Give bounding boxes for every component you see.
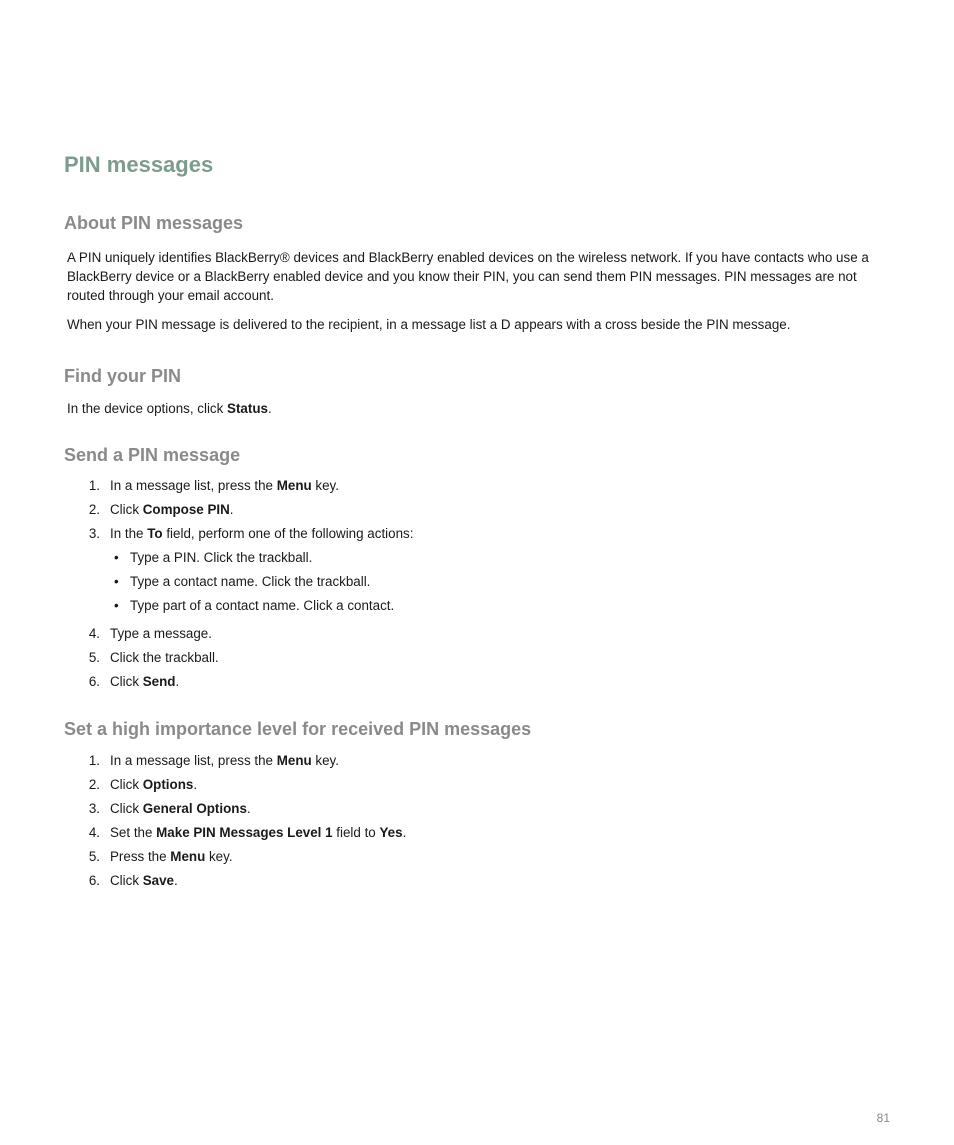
step-text: [110, 869, 178, 893]
find-pin-text: In the device options, click: [67, 401, 228, 416]
find-pin-status-label: Status: [227, 401, 268, 416]
step-post: key.: [205, 849, 233, 864]
step-text: [110, 522, 413, 546]
step-bold: Make PIN Messages Level 1: [156, 825, 333, 840]
step-text: [110, 821, 406, 845]
bullet-icon: •: [114, 550, 119, 565]
step-text: [110, 670, 179, 694]
find-pin-paragraph: [67, 399, 897, 418]
step-bold-2: Yes: [379, 825, 403, 840]
step-pre: In a message list, press the: [110, 753, 277, 768]
step-text: [110, 773, 197, 797]
step-bold: General Options: [142, 801, 247, 816]
step-text: [110, 622, 212, 646]
step-text: [110, 498, 234, 522]
step-number: 3.: [88, 526, 100, 541]
step-pre: Click: [110, 777, 143, 792]
bullet-text: Type part of a contact name. Click a contact.: [130, 598, 395, 613]
step-post: .: [174, 873, 178, 888]
step-text: [110, 474, 339, 498]
step-pre: Click: [110, 674, 143, 689]
step-number: 5.: [88, 849, 100, 864]
step-text: [110, 797, 251, 821]
step-bold: Menu: [276, 753, 312, 768]
step-bold: Options: [142, 777, 194, 792]
step-pre: Click: [110, 801, 143, 816]
step-pre: Click: [110, 873, 143, 888]
step-number: 2.: [88, 777, 100, 792]
bullet-text: Type a contact name. Click the trackball.: [130, 574, 371, 589]
step-pre: Press the: [110, 849, 171, 864]
step-number: 1.: [88, 478, 100, 493]
section-heading-about: About PIN messages: [64, 213, 244, 233]
page-number: 81: [876, 1111, 890, 1125]
step-bold: Menu: [276, 478, 312, 493]
step-number: 4.: [88, 825, 100, 840]
step-text: [110, 749, 339, 773]
step-post: key.: [311, 753, 339, 768]
step-bold: Send: [142, 674, 176, 689]
step-bold: Save: [142, 873, 175, 888]
step-number: 4.: [88, 626, 100, 641]
step-number: 6.: [88, 674, 100, 689]
section-heading-importance: Set a high importance level for received PIN messages: [64, 719, 532, 739]
step-bold: Compose PIN: [142, 502, 230, 517]
step-number: 1.: [88, 753, 100, 768]
section-heading-find-pin: Find your PIN: [64, 366, 181, 386]
step-post: field, perform one of the following actions:: [162, 526, 414, 541]
step-text: [110, 646, 219, 670]
find-pin-period: .: [267, 401, 272, 416]
about-paragraph-1: A PIN uniquely identifies BlackBerry® devices and BlackBerry enabled devices on the wireless network. If you have contacts who use a BlackBerry device or a BlackBerry enabled device and you know their PIN, you can send them PIN messages. PIN messages are not routed through your email account.: [67, 250, 869, 303]
step-bold: To: [147, 526, 163, 541]
step-bold: Menu: [170, 849, 206, 864]
step-pre: Click the trackball.: [110, 650, 219, 665]
step-post: .: [175, 674, 180, 689]
step-pre: Click: [110, 502, 143, 517]
step-number: 5.: [88, 650, 100, 665]
step-post: .: [402, 825, 407, 840]
step-post: .: [246, 801, 251, 816]
step-mid: field to: [332, 825, 380, 840]
step-post: .: [193, 777, 198, 792]
step-number: 6.: [88, 873, 100, 888]
step-pre: Type a message.: [110, 626, 212, 641]
section-heading-send-pin: Send a PIN message: [64, 445, 241, 465]
step-pre: Set the: [110, 825, 157, 840]
about-paragraph-2: When your PIN message is delivered to the recipient, in a message list a D appears with a cross beside the PIN message.: [67, 317, 791, 332]
step-pre: In a message list, press the: [110, 478, 277, 493]
step-number: 2.: [88, 502, 100, 517]
page-title: PIN messages: [64, 152, 214, 177]
step-post: key.: [311, 478, 339, 493]
step-text: [110, 845, 233, 869]
step-pre: In the: [110, 526, 148, 541]
bullet-icon: •: [114, 574, 119, 589]
step-number: 3.: [88, 801, 100, 816]
bullet-text: Type a PIN. Click the trackball.: [130, 550, 313, 565]
step-post: .: [229, 502, 234, 517]
bullet-icon: •: [114, 598, 119, 613]
